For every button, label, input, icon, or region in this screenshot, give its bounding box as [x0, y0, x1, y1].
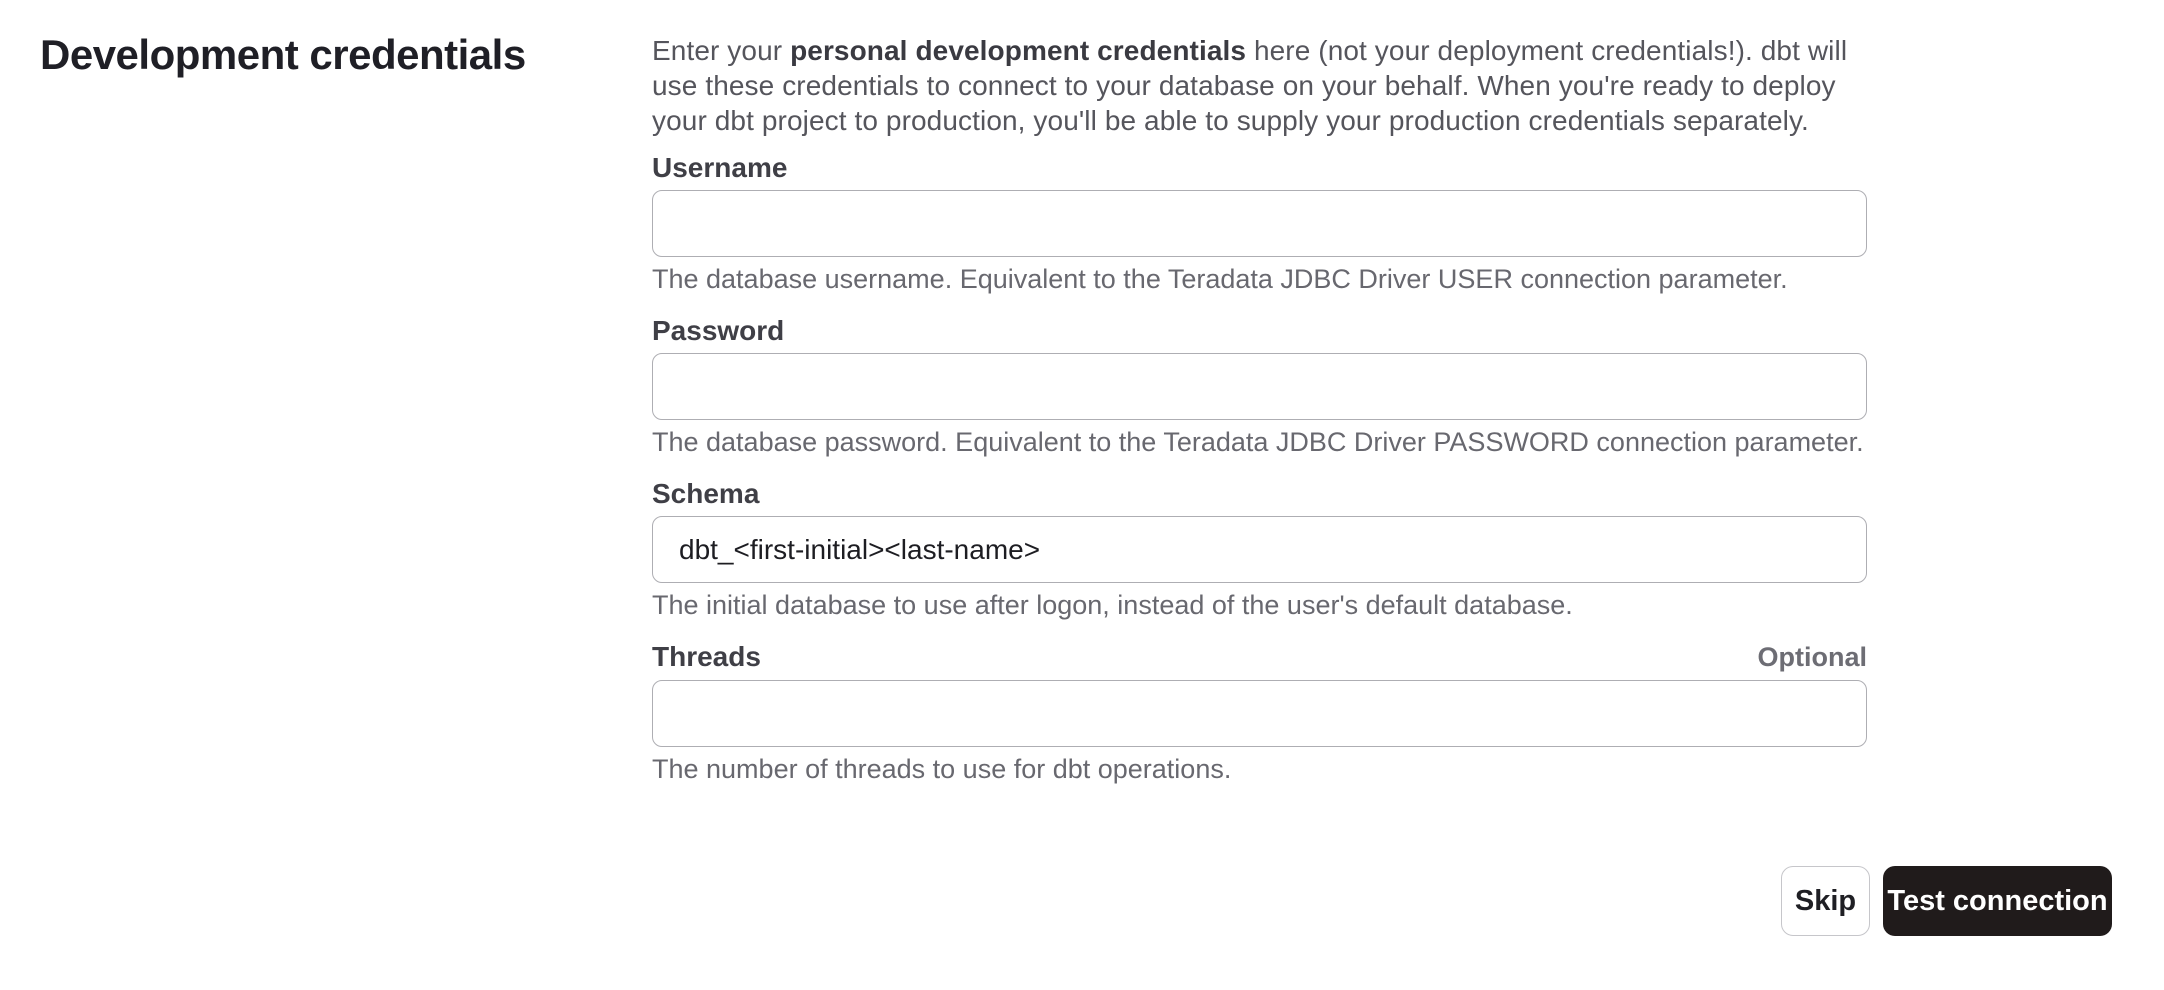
- test-connection-button[interactable]: Test connection: [1883, 866, 2112, 936]
- password-help-text: The database password. Equivalent to the Teradata JDBC Driver PASSWORD connection parameter.: [652, 427, 1864, 457]
- password-input[interactable]: [652, 353, 1867, 420]
- schema-input[interactable]: [652, 516, 1867, 583]
- threads-label-row: [652, 639, 1867, 675]
- threads-field-group: [652, 639, 1867, 787]
- username-help-text: The database username. Equivalent to the Teradata JDBC Driver USER connection parameter.: [652, 264, 1788, 294]
- password-label-row: [652, 313, 1867, 348]
- username-label: Username: [652, 152, 788, 183]
- footer-actions: [1781, 866, 2112, 936]
- threads-label: Threads: [652, 641, 761, 672]
- intro-text-post: here (not your deployment credentials!). dbt will use these credentials to connect to your database on your behalf. When you're ready to deploy your dbt project to production, you'll be able to supply your production credentials separately.: [652, 35, 1848, 136]
- username-label-row: [652, 150, 1867, 185]
- intro-text-bold: personal development credentials: [790, 35, 1247, 66]
- schema-label-row: [652, 476, 1867, 511]
- form-column: [652, 30, 1867, 787]
- username-input[interactable]: [652, 190, 1867, 257]
- threads-optional-badge: Optional: [1757, 642, 1867, 672]
- threads-help-text: The number of threads to use for dbt operations.: [652, 754, 1232, 784]
- schema-label: Schema: [652, 478, 760, 509]
- username-field-group: [652, 150, 1867, 297]
- title-column: [40, 30, 652, 787]
- password-label: Password: [652, 315, 785, 346]
- intro-text-pre: Enter your: [652, 35, 791, 66]
- password-field-group: [652, 313, 1867, 460]
- skip-button[interactable]: Skip: [1781, 866, 1870, 936]
- intro-paragraph: [652, 33, 1867, 138]
- schema-field-group: [652, 476, 1867, 623]
- threads-input[interactable]: [652, 680, 1867, 747]
- page-title: Development credentials: [40, 31, 526, 78]
- schema-help-text: The initial database to use after logon, instead of the user's default database.: [652, 590, 1573, 620]
